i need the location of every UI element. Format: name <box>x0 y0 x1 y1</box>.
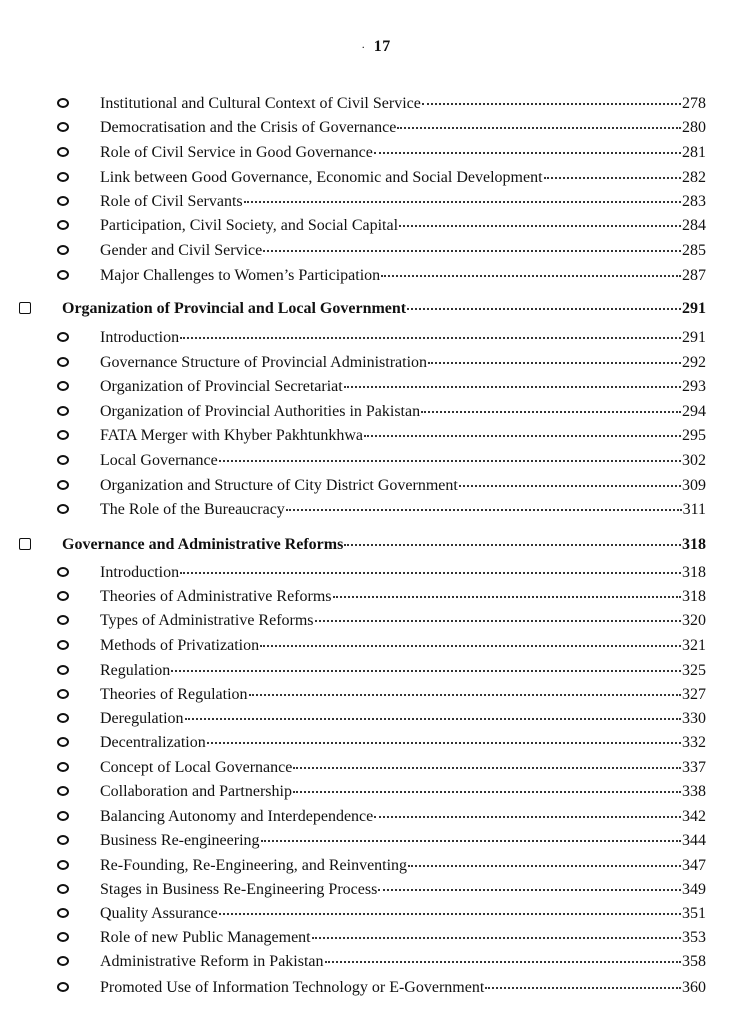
circle-bullet-icon <box>57 615 69 625</box>
entry-title: Re-Founding, Re-Engineering, and Reinventing <box>100 857 408 874</box>
entry-title: Introduction <box>100 329 180 346</box>
dot-leader <box>207 741 681 744</box>
toc-entry <box>100 928 706 948</box>
toc-entry <box>100 426 706 446</box>
circle-bullet-icon <box>57 835 69 845</box>
toc-entry <box>100 451 706 471</box>
dot-leader <box>378 888 681 891</box>
toc-entry <box>100 500 706 520</box>
entry-title: Local Governance <box>100 452 218 469</box>
toc-entry <box>100 880 706 900</box>
circle-bullet-icon <box>57 245 69 255</box>
entry-page-number: 332 <box>682 734 706 751</box>
toc-entry <box>100 377 706 397</box>
dot-leader <box>293 790 681 793</box>
dot-leader <box>244 200 681 203</box>
circle-bullet-icon <box>57 381 69 391</box>
entry-page-number: 287 <box>682 267 706 284</box>
entry-title: Democratisation and the Crisis of Governance <box>100 119 397 136</box>
dot-leader <box>312 936 681 939</box>
toc-entry <box>100 904 706 924</box>
entry-title: Organization of Provincial Authorities in Pakistan <box>100 403 421 420</box>
entry-page-number: 285 <box>682 242 706 259</box>
entry-page-number: 282 <box>682 169 706 186</box>
toc-entry <box>100 611 706 631</box>
entry-page-number: 295 <box>682 427 706 444</box>
entry-title: Role of Civil Servants <box>100 193 243 210</box>
toc-entry <box>100 402 706 422</box>
entry-page-number: 360 <box>682 979 706 996</box>
dot-leader <box>249 693 681 696</box>
dot-leader <box>325 960 681 963</box>
entry-title: Deregulation <box>100 710 184 727</box>
entry-page-number: 330 <box>682 710 706 727</box>
toc-entry <box>100 733 706 753</box>
dot-leader <box>428 361 681 364</box>
entry-title: Administrative Reform in Pakistan <box>100 953 324 970</box>
entry-title: Role of Civil Service in Good Governance <box>100 144 373 161</box>
dot-leader <box>407 307 681 310</box>
entry-page-number: 291 <box>682 329 706 346</box>
circle-bullet-icon <box>57 737 69 747</box>
entry-page-number: 321 <box>682 637 706 654</box>
entry-title: Organization and Structure of City District Government <box>100 477 458 494</box>
circle-bullet-icon <box>57 504 69 514</box>
toc-section-entry <box>62 299 706 319</box>
entry-title: Role of new Public Management <box>100 929 311 946</box>
toc-entry <box>100 758 706 778</box>
circle-bullet-icon <box>57 122 69 132</box>
dot-leader <box>374 815 681 818</box>
entry-page-number: 291 <box>682 300 706 317</box>
entry-title: Quality Assurance <box>100 905 218 922</box>
toc-entry <box>100 952 706 972</box>
circle-bullet-icon <box>57 567 69 577</box>
entry-page-number: 351 <box>682 905 706 922</box>
toc-entry <box>100 807 706 827</box>
entry-page-number: 311 <box>682 501 706 518</box>
dot-leader <box>180 336 681 339</box>
dot-leader <box>261 839 681 842</box>
dot-leader <box>374 151 681 154</box>
dot-leader <box>344 543 681 546</box>
entry-title: Methods of Privatization <box>100 637 260 654</box>
dot-leader <box>544 176 681 179</box>
entry-page-number: 294 <box>682 403 706 420</box>
dot-leader <box>408 864 681 867</box>
toc-entry <box>100 353 706 373</box>
toc-entry <box>100 587 706 607</box>
entry-title: Concept of Local Governance <box>100 759 293 776</box>
entry-title: Types of Administrative Reforms <box>100 612 314 629</box>
dot-leader <box>171 669 681 672</box>
toc-section-entry <box>62 535 706 555</box>
checkbox-square-icon <box>19 538 31 550</box>
entry-page-number: 338 <box>682 783 706 800</box>
circle-bullet-icon <box>57 98 69 108</box>
circle-bullet-icon <box>57 860 69 870</box>
entry-title: Institutional and Cultural Context of Civil Service <box>100 95 421 112</box>
circle-bullet-icon <box>57 665 69 675</box>
circle-bullet-icon <box>57 713 69 723</box>
entry-title: The Role of the Bureaucracy <box>100 501 285 518</box>
circle-bullet-icon <box>57 270 69 280</box>
entry-title: Governance Structure of Provincial Administration <box>100 354 428 371</box>
toc-entry <box>100 636 706 656</box>
entry-title: Theories of Regulation <box>100 686 248 703</box>
entry-title: Organization of Provincial and Local Government <box>62 300 407 317</box>
entry-page-number: 280 <box>682 119 706 136</box>
circle-bullet-icon <box>57 811 69 821</box>
entry-page-number: 347 <box>682 857 706 874</box>
circle-bullet-icon <box>57 220 69 230</box>
toc-entry <box>100 216 706 236</box>
entry-page-number: 318 <box>682 588 706 605</box>
circle-bullet-icon <box>57 982 69 992</box>
entry-title: Stages in Business Re-Engineering Process <box>100 881 378 898</box>
toc-entry <box>100 709 706 729</box>
toc-entry <box>100 328 706 348</box>
dot-leader <box>364 434 681 437</box>
entry-title: FATA Merger with Khyber Pakhtunkhwa <box>100 427 363 444</box>
dot-leader <box>185 717 681 720</box>
entry-page-number: 318 <box>682 536 706 553</box>
entry-page-number: 358 <box>682 953 706 970</box>
entry-page-number: 327 <box>682 686 706 703</box>
entry-page-number: 309 <box>682 477 706 494</box>
toc-entry <box>100 266 706 286</box>
entry-page-number: 320 <box>682 612 706 629</box>
entry-title: Link between Good Governance, Economic and Social Development <box>100 169 543 186</box>
dot-leader <box>459 484 681 487</box>
entry-page-number: 293 <box>682 378 706 395</box>
entry-page-number: 349 <box>682 881 706 898</box>
dot-leader <box>286 508 682 511</box>
circle-bullet-icon <box>57 480 69 490</box>
toc-entry <box>100 661 706 681</box>
dot-leader <box>260 644 681 647</box>
toc-entry <box>100 782 706 802</box>
checkbox-square-icon <box>19 302 31 314</box>
circle-bullet-icon <box>57 357 69 367</box>
circle-bullet-icon <box>57 689 69 699</box>
toc-entry <box>100 192 706 212</box>
dot-leader <box>293 766 681 769</box>
dot-leader <box>399 224 681 227</box>
toc-entry <box>100 168 706 188</box>
circle-bullet-icon <box>57 147 69 157</box>
toc-entry <box>100 831 706 851</box>
dot-leader <box>333 595 681 598</box>
toc-entry <box>100 476 706 496</box>
circle-bullet-icon <box>57 455 69 465</box>
dot-leader <box>381 274 681 277</box>
entry-title: Organization of Provincial Secretariat <box>100 378 343 395</box>
entry-title: Governance and Administrative Reforms <box>62 536 344 553</box>
entry-title: Major Challenges to Women’s Participation <box>100 267 381 284</box>
dot-leader <box>344 385 681 388</box>
circle-bullet-icon <box>57 406 69 416</box>
toc-entry <box>100 685 706 705</box>
dot-leader <box>422 102 681 105</box>
dot-leader <box>219 912 681 915</box>
circle-bullet-icon <box>57 762 69 772</box>
entry-title: Gender and Civil Service <box>100 242 263 259</box>
circle-bullet-icon <box>57 908 69 918</box>
dot-leader <box>315 619 681 622</box>
entry-page-number: 318 <box>682 564 706 581</box>
entry-page-number: 342 <box>682 808 706 825</box>
entry-page-number: 344 <box>682 832 706 849</box>
entry-title: Collaboration and Partnership <box>100 783 292 800</box>
circle-bullet-icon <box>57 956 69 966</box>
dot-leader <box>263 249 681 252</box>
circle-bullet-icon <box>57 196 69 206</box>
entry-page-number: 281 <box>682 144 706 161</box>
dot-leader <box>219 459 681 462</box>
dot-leader <box>397 126 681 129</box>
circle-bullet-icon <box>57 332 69 342</box>
dot-leader <box>421 410 681 413</box>
entry-page-number: 325 <box>682 662 706 679</box>
entry-title: Balancing Autonomy and Interdependence <box>100 808 374 825</box>
entry-title: Decentralization <box>100 734 206 751</box>
entry-page-number: 337 <box>682 759 706 776</box>
entry-title: Regulation <box>100 662 171 679</box>
entry-title: Introduction <box>100 564 180 581</box>
circle-bullet-icon <box>57 430 69 440</box>
entry-title: Theories of Administrative Reforms <box>100 588 332 605</box>
entry-page-number: 283 <box>682 193 706 210</box>
toc-entry <box>100 94 706 114</box>
toc-entry <box>100 563 706 583</box>
entry-page-number: 278 <box>682 95 706 112</box>
toc-entry <box>100 143 706 163</box>
page-number: · 17 <box>361 38 391 55</box>
entry-page-number: 353 <box>682 929 706 946</box>
dot-leader <box>180 571 681 574</box>
entry-page-number: 284 <box>682 217 706 234</box>
entry-page-number: 302 <box>682 452 706 469</box>
toc-entry <box>100 978 706 998</box>
toc-entry <box>100 856 706 876</box>
toc-entry <box>100 118 706 138</box>
entry-title: Business Re-engineering <box>100 832 260 849</box>
dot-leader <box>485 986 681 989</box>
entry-title: Participation, Civil Society, and Social Capital <box>100 217 399 234</box>
entry-page-number: 292 <box>682 354 706 371</box>
circle-bullet-icon <box>57 172 69 182</box>
entry-title: Promoted Use of Information Technology or E-Government <box>100 979 485 996</box>
circle-bullet-icon <box>57 640 69 650</box>
circle-bullet-icon <box>57 786 69 796</box>
circle-bullet-icon <box>57 932 69 942</box>
toc-entry <box>100 241 706 261</box>
circle-bullet-icon <box>57 591 69 601</box>
circle-bullet-icon <box>57 884 69 894</box>
